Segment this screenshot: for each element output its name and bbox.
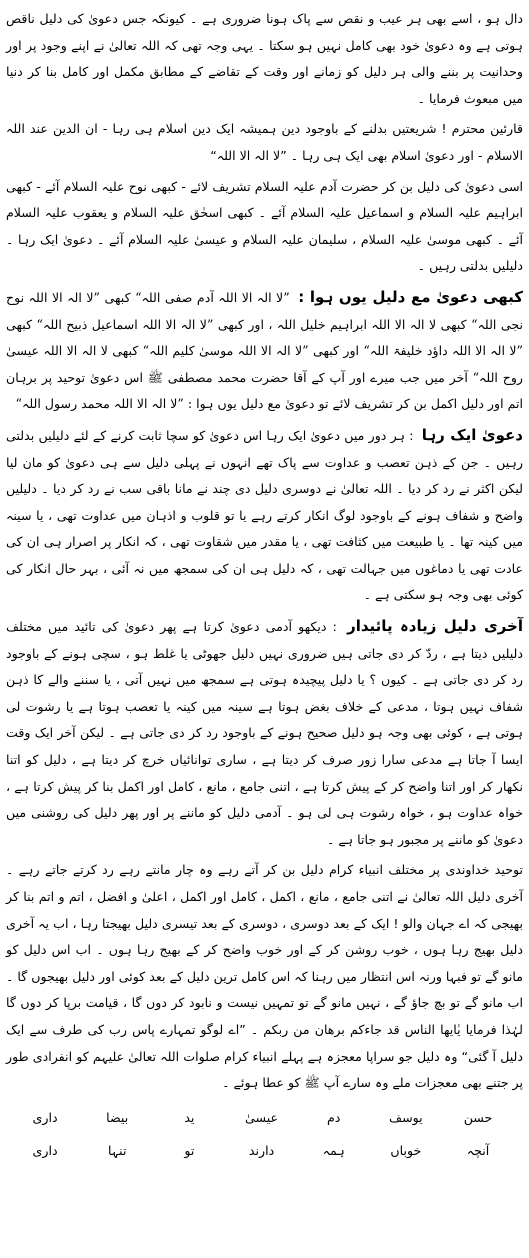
couplet-word: دارند <box>248 1142 275 1158</box>
intro-paragraph <box>6 6 523 112</box>
couplet-line-2 <box>6 1134 523 1167</box>
couplet-word: ہمہ <box>322 1142 345 1158</box>
couplet-word: یوسف <box>389 1109 423 1125</box>
readers-text: قارئین محترم ! شریعتیں بدلنے کے باوجود دین ہمیشہ ایک دین اسلام ہی رہا - ان الدین عند اللہ الاسلام - اور دعویٰ اسلام بھی ایک ہی رہا ۔ ”لا الہ الا اللہ“ <box>6 121 523 163</box>
couplet-word: آنچہ <box>466 1142 490 1158</box>
intro-text: دال ہو ، اسے بھی ہر عیب و نقص سے پاک ہونا ضروری ہے ۔ کیونکہ جس دعویٰ کی دلیل ناقص ہوتی ہے وہ دعویٰ خود بھی کامل نہیں ہو سکتا ۔ یہی وجہ تھی کہ اللہ تعالیٰ نے اپنے وجود پر اور وحدانیت پر بننے والی ہر دلیل کو زمانے اور وقت کے تقاضے کے مطابق مکمل اور کامل بنا کر دنیا میں مبعوث فرمایا ۔ <box>6 11 523 106</box>
couplet-word: ید <box>184 1109 195 1125</box>
claim-remained-one-heading: دعویٰ ایک رہا <box>421 425 524 444</box>
couplet-word: خوباں <box>390 1142 422 1158</box>
couplet-line-1 <box>6 1101 523 1134</box>
prophets-paragraph <box>6 174 523 280</box>
claim-remained-one-paragraph <box>6 422 523 609</box>
couplet-word: داری <box>32 1109 58 1125</box>
last-proof-text: : دیکھو آدمی دعویٰ کرتا ہے پھر دعویٰ کی تائید میں مختلف دلیلیں دیتا ہے ، ردّ کر دی جاتی ہیں ضروری نہیں دلیل جھوٹی یا غلط ہو ، سچی ہونے کے باوجود رد کر دی جاتی ہے ۔ کیوں ؟ یا دلیل پیچیدہ ہوتی ہے سمجھ میں نہیں آتی ، یا سننے والے کا ذہن شفاف نہیں ہوتا ، مدعی کے خلاف بغض ہوتا ہے سینہ میں کینہ یا تعصب ہوتا ہے یا رشوت لی ہوتی ہے ، کوئی بھی وجہ ہو دلیل صحیح ہونے کے باوجود رد کر دی جاتی ہے ۔ لیکن آخر ایک وقت ایسا آ جاتا ہے مدعی سارا زور صرف کر دیتا ہے ، ساری توانائیاں خرچ کر دیتا ہے ، دلیل کو اتنا نکھار کر اور اتنا واضح کر کے پیش کرتا ہے ، اتنی جامع ، مانع ، کامل اور اکمل بنا کر پیش کرتا ہے ، خواہ عداوت ہو ، خواہ رشوت ہی لی ہو ۔ آدمی دلیل کو ماننے پر اور پھر دلیل کی روشنی میں دعویٰ کو ماننے پر مجبور ہو جاتا ہے ۔ <box>6 619 523 847</box>
last-proof-heading: آخری دلیل زیادہ پائیدار <box>347 617 524 636</box>
readers-paragraph <box>6 116 523 169</box>
couplet-word: بیضا <box>106 1109 129 1125</box>
couplet-word: تنہا <box>107 1142 127 1158</box>
couplet-word: تو <box>184 1142 195 1158</box>
couplet-word: حسن <box>463 1109 493 1125</box>
couplet-word: عیسیٰ <box>245 1109 279 1125</box>
final-proof-text: توحید خداوندی پر مختلف انبیاء کرام دلیل بن کر آتے رہے وہ چار مانتے رہے رد کرتے جاتے رہے ۔ آخری دلیل اللہ تعالیٰ نے اتنی جامع ، مانع ، اکمل ، کامل اور اکمل ، اعلیٰ و افضل ، اتم و اتم بنا کر بھیجی کہ اے جہان والو ! ایک کے بعد دوسری ، دوسری کے بعد تیسری دلیل بھیجتا رہا ، اب یہ آخری دلیل بھیج رہا ہوں ، خوب روشن کر کے اور خوب واضح کر کے بھیج رہا ہوں ۔ اب اس دلیل کو مانو گے تو فبہا ورنہ اس انتظار میں رہنا کہ اس کامل ترین دلیل کے بعد کوئی اور دلیل بھیجوں گا ۔ اب مانو گے تو بچ جاؤ گے ، نہیں مانو گے تو تمہیں نیست و نابود کر دوں گا ، قیامت برپا کر دوں گا لہٰذا فرمایا یٰایھا الناس قد جاءکم برھان من ربکم ۔ ”اے لوگو تمہارے پاس رب کی طرف سے ایک دلیل آ گئی“ وہ دلیل جو سراپا معجزہ ہے پہلے انبیاء کرام صلوات اللہ تعالیٰ علیہم کو انفرادی طور پر جتنے بھی معجزات ملے وہ سارے آپ ﷺ کو عطا ہوئے ۔ <box>6 862 523 1091</box>
couplet-word: دم <box>326 1109 341 1125</box>
last-proof-paragraph <box>6 613 523 853</box>
claim-remained-one-text: : ہر دور میں دعویٰ ایک رہا اس دعویٰ کو سچا ثابت کرنے کے لئے دلیلیں بدلتی رہیں ۔ جن کے ذہن تعصب و عداوت سے پاک تھے انہوں نے پہلی دلیل سے ہی دعویٰ کو مان لیا لیکن اکثر نے رد کر دیا ۔ اللہ تعالیٰ نے دوسری دلیل دی چند نے مانا باقی سب نے رد کر دیا ۔ دلیلیں واضح و شفاف ہونے کے باوجود لوگ انکار کرتے رہے یا تو قلوب و اذہان میں عداوت تھی ، یا سینہ میں کینہ تھا ۔ یا طبیعت میں کثافت تھی ، یا مقدر میں شقاوت تھی ، کہ انکار پر اصرار ہی ان کی عادت تھی یا دماغوں میں جہالت تھی ، کہ دلیل ہی ان کی سمجھ میں نہ آئی ، بہر حال انکار کی کوئی بھی وجہ ہو سکتی ہے ۔ <box>6 427 523 603</box>
couplet-word: داری <box>32 1142 58 1158</box>
claim-with-proof-text: ”لا الہ الا اللہ آدم صفی اللہ“ کبھی ”لا الہ الا اللہ نوح نجی اللہ“ کبھی لا الہ الا اللہ ابراہیم خلیل اللہ ، اور کبھی ”لا الہ الا اللہ اسماعیل ذبیح اللہ“ کبھی ”لا الہ الا اللہ داؤد خلیفۃ اللہ“ اور کبھی ”لا الہ الا اللہ موسیٰ کلیم اللہ“ کبھی لا الہ الا اللہ عیسیٰ روح اللہ“ آخر میں جب میرے اور آپ کے آقا حضرت محمد مصطفی ﷺ اس دعویٰ توحید پر برہان اتم اور دلیل اکمل بن کر تشریف لائے تو دعویٰ مع دلیل یوں ہوا : ”لا الہ الا اللہ محمد رسول اللہ“ <box>6 289 523 412</box>
final-proof-paragraph <box>6 857 523 1096</box>
persian-couplet <box>6 1101 523 1167</box>
claim-with-proof-paragraph <box>6 284 523 418</box>
claim-with-proof-heading: کبھی دعویٰ مع دلیل یوں ہوا : <box>298 287 523 306</box>
prophets-text: اسی دعویٰ کی دلیل بن کر حضرت آدم علیہ السلام تشریف لائے - کبھی نوح علیہ السلام آئے - کبھی ابراہیم علیہ السلام و اسماعیل علیہ السلام آئے ۔ کبھی اسحٰق علیہ السلام و یعقوب علیہ السلام آئے ۔ کبھی موسیٰ علیہ السلام ، سلیمان علیہ السلام و عیسیٰ علیہ السلام آئے ۔ دعویٰ ایک رہا ۔ دلیلیں بدلتی رہیں ۔ <box>6 178 523 274</box>
